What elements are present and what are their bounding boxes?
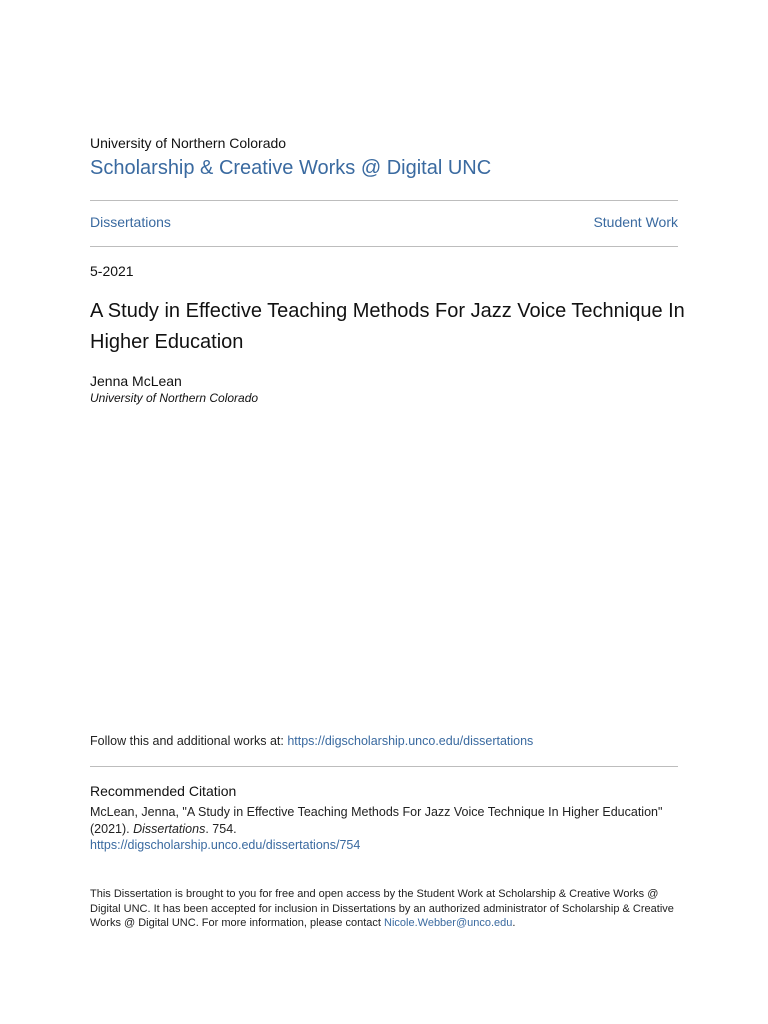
citation-text <box>90 804 680 838</box>
notice-end: . <box>512 917 516 929</box>
publication-date: 5-2021 <box>90 263 134 279</box>
collection-url-link[interactable]: https://digscholarship.unco.edu/dissertations <box>287 734 534 748</box>
citation-heading: Recommended Citation <box>90 783 237 799</box>
divider-citation <box>90 766 678 767</box>
citation-text-end: . 754. <box>205 822 237 836</box>
divider-nav <box>90 246 678 247</box>
institution-name: University of Northern Colorado <box>90 135 287 151</box>
follow-line <box>90 734 533 748</box>
follow-prefix: Follow this and additional works at: <box>90 734 288 748</box>
author-name: Jenna McLean <box>90 373 182 389</box>
contact-email-link[interactable]: Nicole.Webber@unco.edu <box>384 917 513 929</box>
citation-text-main: McLean, Jenna, "A Study in Effective Teaching Methods For Jazz Voice Technique In Higher Education" (2021). <box>90 805 663 836</box>
citation-url-link[interactable]: https://digscholarship.unco.edu/dissertations/754 <box>90 838 361 852</box>
access-notice <box>90 887 680 931</box>
document-title: A Study in Effective Teaching Methods For Jazz Voice Technique In Higher Education <box>90 300 685 353</box>
citation-series: Dissertations <box>133 822 206 836</box>
author-affiliation: University of Northern Colorado <box>90 391 259 405</box>
notice-text: This Dissertation is brought to you for free and open access by the Student Work at Scholarship & Creative Works @ Digital UNC. It has been accepted for inclusion in Dissertations by an authorized administrator of Scholarship & Creative Works @ Digital UNC. For more information, please contact <box>90 888 674 929</box>
divider-top <box>90 200 678 201</box>
student-work-link[interactable]: Student Work <box>593 214 678 230</box>
repository-title-link[interactable]: Scholarship & Creative Works @ Digital UNC <box>90 157 492 179</box>
dissertations-link[interactable]: Dissertations <box>90 214 171 230</box>
